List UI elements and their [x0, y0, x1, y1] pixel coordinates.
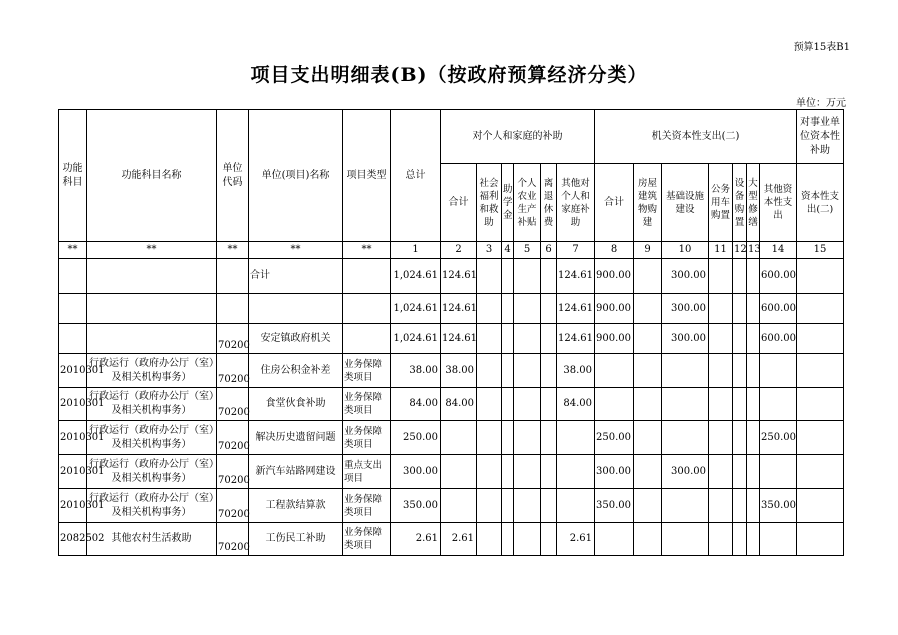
- cell-uname: 食堂伙食补助: [249, 388, 343, 421]
- cell-c4: [502, 455, 514, 489]
- header-row-group: [59, 110, 844, 164]
- cell-c12: [733, 455, 747, 489]
- cell-total: 1,024.61: [391, 324, 441, 354]
- cell-uname: 工程款结算款: [249, 489, 343, 523]
- cell-c12: [733, 294, 747, 324]
- cell-c12: [733, 259, 747, 294]
- cell-c6: [541, 294, 557, 324]
- cell-c12: [733, 489, 747, 523]
- header-c15: 资本性支出(二): [797, 164, 844, 242]
- index-cell: 11: [709, 242, 733, 259]
- cell-c3: [477, 259, 502, 294]
- cell-c7: 124.61: [557, 324, 595, 354]
- table-row: [59, 523, 844, 556]
- cell-c4: [502, 294, 514, 324]
- index-cell: 15: [797, 242, 844, 259]
- cell-c5: [514, 489, 541, 523]
- cell-total: 38.00: [391, 354, 441, 388]
- cell-c6: [541, 455, 557, 489]
- cell-c6: [541, 259, 557, 294]
- cell-c4: [502, 388, 514, 421]
- table-row: [59, 354, 844, 388]
- cell-c2: 124.61: [441, 259, 477, 294]
- cell-c15: [797, 294, 844, 324]
- cell-c3: [477, 388, 502, 421]
- cell-c11: [709, 324, 733, 354]
- cell-c2: 38.00: [441, 354, 477, 388]
- table-row: [59, 324, 844, 354]
- cell-c13: [747, 259, 760, 294]
- cell-code: [59, 259, 87, 294]
- cell-c10: [662, 388, 709, 421]
- cell-c9: [634, 324, 662, 354]
- cell-ucode: 70200: [217, 388, 249, 421]
- cell-uname: 合计: [249, 259, 343, 294]
- index-cell: 6: [541, 242, 557, 259]
- cell-c11: [709, 259, 733, 294]
- cell-c6: [541, 523, 557, 556]
- cell-c4: [502, 421, 514, 455]
- cell-c8: 350.00: [595, 489, 634, 523]
- cell-c15: [797, 421, 844, 455]
- cell-c4: [502, 489, 514, 523]
- cell-ucode: 70200: [217, 354, 249, 388]
- index-cell: 12: [733, 242, 747, 259]
- index-cell: 13: [747, 242, 760, 259]
- cell-name: [87, 259, 217, 294]
- cell-c7: 124.61: [557, 259, 595, 294]
- cell-c11: [709, 523, 733, 556]
- cell-type: 业务保障类项目: [343, 388, 391, 421]
- cell-c10: 300.00: [662, 324, 709, 354]
- cell-c7: [557, 489, 595, 523]
- cell-uname: 工伤民工补助: [249, 523, 343, 556]
- cell-name: [87, 294, 217, 324]
- header-group-personal: 对个人和家庭的补助: [441, 110, 595, 164]
- cell-c9: [634, 259, 662, 294]
- cell-c2: 124.61: [441, 294, 477, 324]
- cell-c3: [477, 421, 502, 455]
- cell-type: 业务保障类项目: [343, 523, 391, 556]
- cell-c14: 600.00: [760, 324, 797, 354]
- cell-c11: [709, 294, 733, 324]
- cell-type: [343, 259, 391, 294]
- cell-c8: 900.00: [595, 294, 634, 324]
- cell-uname: 住房公积金补差: [249, 354, 343, 388]
- cell-c13: [747, 388, 760, 421]
- table-row: [59, 259, 844, 294]
- cell-c15: [797, 489, 844, 523]
- cell-c2: 124.61: [441, 324, 477, 354]
- cell-ucode: 70200: [217, 523, 249, 556]
- cell-ucode: 70200: [217, 324, 249, 354]
- index-cell: 2: [441, 242, 477, 259]
- cell-ucode: 70200: [217, 421, 249, 455]
- cell-c5: [514, 421, 541, 455]
- cell-c7: 2.61: [557, 523, 595, 556]
- cell-c2: [441, 421, 477, 455]
- cell-c6: [541, 388, 557, 421]
- index-cell: 9: [634, 242, 662, 259]
- cell-total: 84.00: [391, 388, 441, 421]
- cell-c5: [514, 388, 541, 421]
- cell-c10: [662, 523, 709, 556]
- header-project-type: 项目类型: [343, 110, 391, 242]
- cell-c15: [797, 324, 844, 354]
- cell-c14: [760, 455, 797, 489]
- index-cell: 3: [477, 242, 502, 259]
- cell-c8: [595, 388, 634, 421]
- index-cell: 5: [514, 242, 541, 259]
- cell-code: 2010301: [59, 489, 87, 523]
- cell-code: 2010301: [59, 421, 87, 455]
- cell-c10: [662, 489, 709, 523]
- cell-c13: [747, 523, 760, 556]
- cell-c11: [709, 489, 733, 523]
- header-c9: 房屋建筑物购建: [634, 164, 662, 242]
- page-title: 项目支出明细表(B)（按政府预算经济分类）: [250, 64, 648, 86]
- cell-c13: [747, 354, 760, 388]
- cell-c15: [797, 388, 844, 421]
- cell-c7: 124.61: [557, 294, 595, 324]
- index-row: [59, 242, 844, 259]
- table-row: [59, 294, 844, 324]
- cell-total: 350.00: [391, 489, 441, 523]
- cell-name: 行政运行（政府办公厅（室）及相关机构事务）: [87, 354, 217, 388]
- cell-c10: 300.00: [662, 455, 709, 489]
- cell-c13: [747, 294, 760, 324]
- cell-c5: [514, 294, 541, 324]
- cell-c4: [502, 354, 514, 388]
- cell-c14: [760, 523, 797, 556]
- cell-c14: [760, 388, 797, 421]
- header-c3: 社会福利和救助: [477, 164, 502, 242]
- cell-c3: [477, 294, 502, 324]
- header-func-code: 功能科目: [59, 110, 87, 242]
- cell-c7: [557, 421, 595, 455]
- document-code: 预算15表B1: [793, 42, 850, 53]
- cell-c3: [477, 324, 502, 354]
- cell-c12: [733, 324, 747, 354]
- cell-c12: [733, 388, 747, 421]
- cell-c11: [709, 388, 733, 421]
- table-row: [59, 455, 844, 489]
- cell-c10: 300.00: [662, 294, 709, 324]
- cell-c14: 600.00: [760, 259, 797, 294]
- cell-code: 2082502: [59, 523, 87, 556]
- cell-c5: [514, 324, 541, 354]
- cell-total: 1,024.61: [391, 259, 441, 294]
- cell-c6: [541, 354, 557, 388]
- cell-c9: [634, 354, 662, 388]
- cell-c14: 350.00: [760, 489, 797, 523]
- cell-c7: 38.00: [557, 354, 595, 388]
- header-c13: 大型修缮: [747, 164, 760, 242]
- cell-name: 行政运行（政府办公厅（室）及相关机构事务）: [87, 489, 217, 523]
- cell-total: 250.00: [391, 421, 441, 455]
- cell-name: 行政运行（政府办公厅（室）及相关机构事务）: [87, 455, 217, 489]
- cell-c10: [662, 354, 709, 388]
- cell-code: [59, 324, 87, 354]
- cell-c8: [595, 523, 634, 556]
- cell-c9: [634, 421, 662, 455]
- index-cell: 4: [502, 242, 514, 259]
- cell-c14: 250.00: [760, 421, 797, 455]
- cell-c2: [441, 455, 477, 489]
- header-c11: 公务用车购置: [709, 164, 733, 242]
- cell-c15: [797, 455, 844, 489]
- cell-type: [343, 324, 391, 354]
- header-c8: 合计: [595, 164, 634, 242]
- cell-c4: [502, 324, 514, 354]
- table-row: [59, 489, 844, 523]
- cell-c7: 84.00: [557, 388, 595, 421]
- cell-type: 业务保障类项目: [343, 421, 391, 455]
- cell-c8: 250.00: [595, 421, 634, 455]
- cell-c15: [797, 259, 844, 294]
- cell-code: 2010301: [59, 455, 87, 489]
- cell-c10: [662, 421, 709, 455]
- cell-name: 行政运行（政府办公厅（室）及相关机构事务）: [87, 421, 217, 455]
- cell-ucode: 70200: [217, 455, 249, 489]
- cell-code: 2010301: [59, 354, 87, 388]
- cell-type: 重点支出项目: [343, 455, 391, 489]
- cell-c13: [747, 421, 760, 455]
- header-group-capital: 机关资本性支出(二): [595, 110, 797, 164]
- cell-c12: [733, 421, 747, 455]
- cell-c11: [709, 421, 733, 455]
- cell-c14: [760, 354, 797, 388]
- cell-c7: [557, 455, 595, 489]
- cell-name: [87, 324, 217, 354]
- cell-c6: [541, 421, 557, 455]
- cell-c15: [797, 523, 844, 556]
- cell-c9: [634, 294, 662, 324]
- cell-c15: [797, 354, 844, 388]
- cell-name: 行政运行（政府办公厅（室）及相关机构事务）: [87, 388, 217, 421]
- expenditure-table: [58, 109, 844, 556]
- cell-c5: [514, 523, 541, 556]
- cell-c13: [747, 455, 760, 489]
- cell-c3: [477, 489, 502, 523]
- table-row: [59, 388, 844, 421]
- cell-code: 2010301: [59, 388, 87, 421]
- cell-name: 其他农村生活救助: [87, 523, 217, 556]
- unit-label: 单位：万元: [796, 98, 846, 109]
- index-cell: 10: [662, 242, 709, 259]
- cell-c11: [709, 455, 733, 489]
- header-c6: 离退休费: [541, 164, 557, 242]
- cell-uname: [249, 294, 343, 324]
- cell-uname: 解决历史遗留问题: [249, 421, 343, 455]
- index-cell: **: [87, 242, 217, 259]
- cell-c5: [514, 354, 541, 388]
- table-row: [59, 421, 844, 455]
- cell-ucode: [217, 259, 249, 294]
- cell-c9: [634, 489, 662, 523]
- cell-c4: [502, 523, 514, 556]
- header-func-name: 功能科目名称: [87, 110, 217, 242]
- header-unit-name: 单位(项目)名称: [249, 110, 343, 242]
- index-cell: **: [59, 242, 87, 259]
- cell-c8: 900.00: [595, 324, 634, 354]
- header-total: 总计: [391, 110, 441, 242]
- cell-c11: [709, 354, 733, 388]
- index-cell: **: [217, 242, 249, 259]
- cell-code: [59, 294, 87, 324]
- cell-type: 业务保障类项目: [343, 354, 391, 388]
- index-cell: 8: [595, 242, 634, 259]
- cell-c9: [634, 523, 662, 556]
- header-c14: 其他资本性支出: [760, 164, 797, 242]
- cell-c12: [733, 354, 747, 388]
- cell-uname: 新汽车站路网建设: [249, 455, 343, 489]
- cell-total: 2.61: [391, 523, 441, 556]
- index-cell: 7: [557, 242, 595, 259]
- cell-c4: [502, 259, 514, 294]
- header-c7: 其他对个人和家庭补助: [557, 164, 595, 242]
- cell-c8: 300.00: [595, 455, 634, 489]
- header-unit-code: 单位代码: [217, 110, 249, 242]
- cell-c2: 84.00: [441, 388, 477, 421]
- cell-c8: 900.00: [595, 259, 634, 294]
- header-c5: 个人农业生产补贴: [514, 164, 541, 242]
- cell-c5: [514, 455, 541, 489]
- cell-c6: [541, 489, 557, 523]
- cell-type: [343, 294, 391, 324]
- cell-c13: [747, 489, 760, 523]
- cell-c10: 300.00: [662, 259, 709, 294]
- header-c12: 设备购置: [733, 164, 747, 242]
- cell-total: 1,024.61: [391, 294, 441, 324]
- header-c2: 合计: [441, 164, 477, 242]
- cell-c9: [634, 388, 662, 421]
- cell-c2: 2.61: [441, 523, 477, 556]
- index-cell: **: [249, 242, 343, 259]
- header-c4: 助学金: [502, 164, 514, 242]
- cell-c5: [514, 259, 541, 294]
- cell-uname: 安定镇政府机关: [249, 324, 343, 354]
- cell-c6: [541, 324, 557, 354]
- cell-c13: [747, 324, 760, 354]
- index-cell: 14: [760, 242, 797, 259]
- cell-c3: [477, 523, 502, 556]
- cell-c3: [477, 354, 502, 388]
- cell-ucode: [217, 294, 249, 324]
- header-group-enterprise: 对事业单位资本性补助: [797, 110, 844, 164]
- cell-c12: [733, 523, 747, 556]
- cell-total: 300.00: [391, 455, 441, 489]
- cell-c9: [634, 455, 662, 489]
- cell-type: 业务保障类项目: [343, 489, 391, 523]
- cell-c3: [477, 455, 502, 489]
- cell-c2: [441, 489, 477, 523]
- index-cell: 1: [391, 242, 441, 259]
- cell-c8: [595, 354, 634, 388]
- index-cell: **: [343, 242, 391, 259]
- header-c10: 基础设施建设: [662, 164, 709, 242]
- cell-c14: 600.00: [760, 294, 797, 324]
- cell-ucode: 70200: [217, 489, 249, 523]
